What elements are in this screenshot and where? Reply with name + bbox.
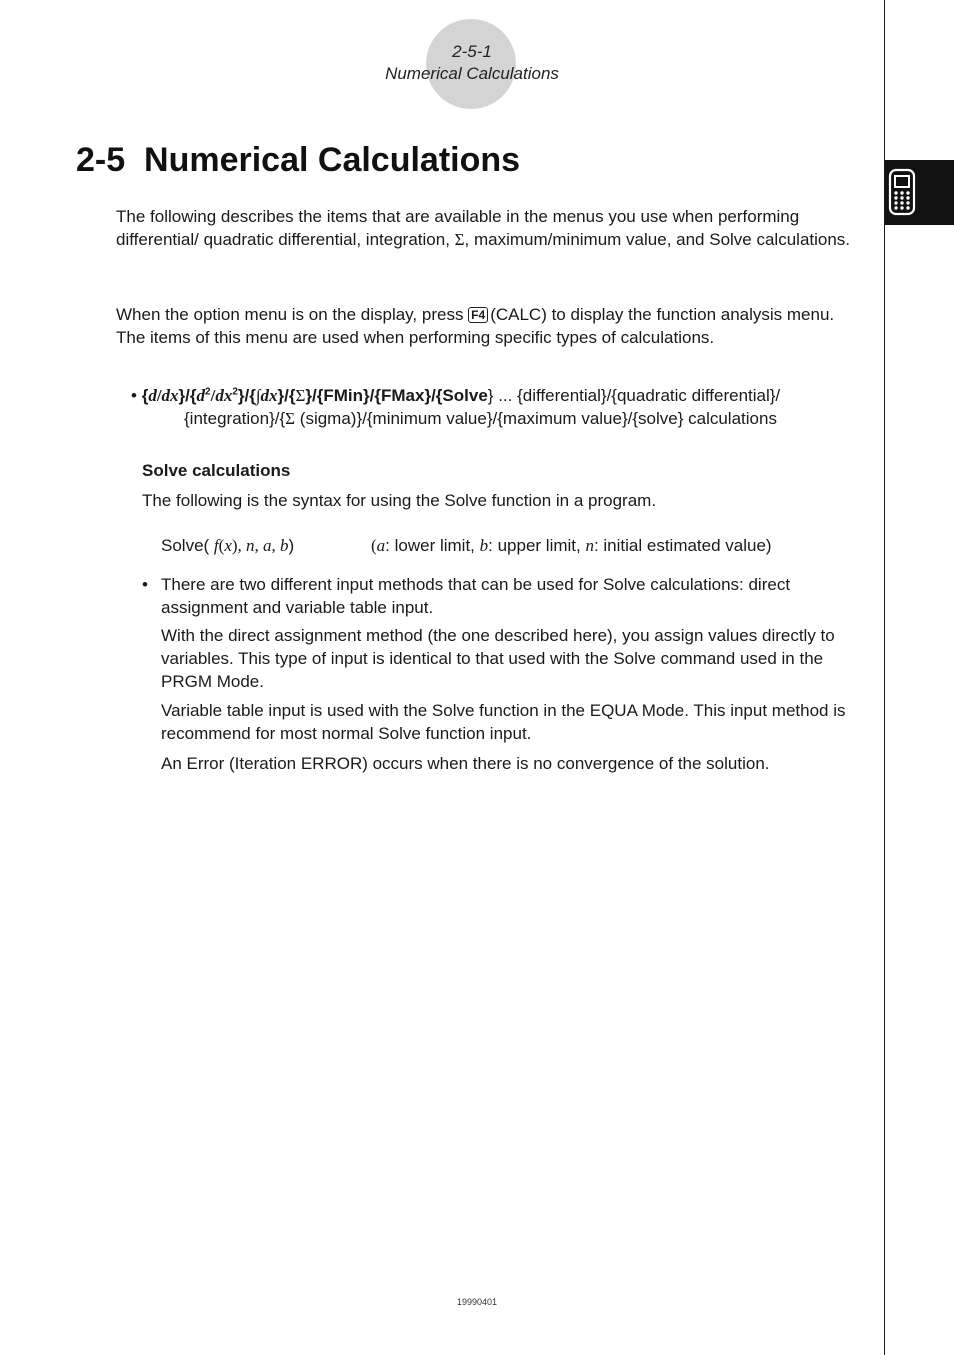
- option-menu-paragraph: [116, 303, 856, 349]
- menu-item-solve: Solve: [442, 386, 488, 405]
- solve-syntax-note: (a: lower limit, b: upper limit, n: initial estimated value): [371, 536, 772, 555]
- solve-heading: Solve calculations: [142, 461, 291, 480]
- syntax-f: f: [213, 536, 219, 555]
- menu-desc-line2-b: (sigma)}/{minimum value}/{maximum value}/{solve} calculations: [295, 409, 777, 428]
- syntax-x: x: [224, 536, 232, 555]
- integral-symbol: ∫: [255, 386, 261, 405]
- menu-item-dx: dx: [161, 386, 179, 405]
- notes-paragraph-3: Variable table input is used with the Solve function in the EQUA Mode. This input method is recommend for most normal Solve function input.: [161, 701, 846, 743]
- option-text-1: When the option menu is on the display, press: [116, 305, 469, 324]
- header-section-name: Numerical Calculations: [385, 64, 559, 83]
- menu-item-fmax: FMax: [380, 386, 425, 405]
- note-a: a: [376, 536, 386, 555]
- note-a-text: : lower limit,: [385, 536, 480, 555]
- calculator-icon: [885, 160, 954, 225]
- syntax-n: n: [246, 536, 255, 555]
- note-b-text: : upper limit,: [488, 536, 586, 555]
- menu-item-sigma: Σ: [295, 386, 306, 405]
- menu-item-dx2: dx: [215, 386, 233, 405]
- notes-paragraph-1: There are two different input methods that can be used for Solve calculations: direct assignment and variable table input.: [161, 575, 791, 617]
- menu-desc-line1: ... {differential}/{quadratic differential}/: [493, 386, 781, 405]
- menu-item-int-dx: dx: [260, 386, 278, 405]
- superscript-2: 2: [205, 386, 211, 398]
- menu-items-desc-line2: [184, 407, 874, 430]
- menu-desc-line2-a: {integration}/{: [184, 409, 286, 428]
- solve-syntax-intro: The following is the syntax for using the Solve function in a program.: [142, 491, 657, 510]
- menu-item-fmin: FMin: [323, 386, 364, 405]
- syntax-a: a: [263, 536, 272, 555]
- intro-text-1: The following describes the items that are available in the menus you use when performing differential/ quadratic differential, integration,: [116, 207, 800, 249]
- header-page-number: 2-5-1: [452, 42, 492, 61]
- chapter-tab: [885, 160, 954, 225]
- notes-paragraph-4: An Error (Iteration ERROR) occurs when there is no convergence of the solution.: [161, 754, 770, 773]
- notes-bullet: •: [142, 575, 148, 594]
- note-n-text: : initial estimated value): [593, 536, 772, 555]
- syntax-func: Solve(: [161, 536, 210, 555]
- footer-code: 19990401: [456, 1297, 498, 1307]
- note-n: n: [585, 536, 594, 555]
- note-b: b: [479, 536, 489, 555]
- menu-items-bullet: • $\{d/dx\}/\{d^2/dx^2\}/\{\int dx\}/\{\Sigma\}/\{FMin\}/\{FMax\}/\{Solve\}$ ... {differential}/{quadratic differential}/: [131, 386, 781, 405]
- solve-syntax: Solve( f(x), n, a, b): [161, 536, 295, 555]
- sigma-symbol: Σ: [454, 230, 465, 249]
- intro-paragraph: [116, 205, 856, 251]
- intro-text-2: , maximum/minimum value, and Solve calculations.: [464, 230, 851, 249]
- superscript-2b: 2: [232, 386, 238, 398]
- menu-item-d2: d: [196, 386, 206, 405]
- f4-key: F4: [468, 307, 488, 323]
- notes-paragraph-2: With the direct assignment method (the one described here), you assign values directly to variables. This type of input is identical to that used with the Solve command used in the PRGM Mode.: [161, 626, 835, 691]
- page-title: 2-5 Numerical Calculations: [76, 141, 521, 179]
- sigma-symbol-2: Σ: [285, 409, 296, 428]
- menu-item-d: d: [148, 386, 157, 405]
- option-text-2: (CALC) to display the function analysis menu. The items of this menu are used when performing specific types of calculations.: [116, 305, 835, 347]
- syntax-b: b: [280, 536, 289, 555]
- bullet: •: [131, 386, 137, 405]
